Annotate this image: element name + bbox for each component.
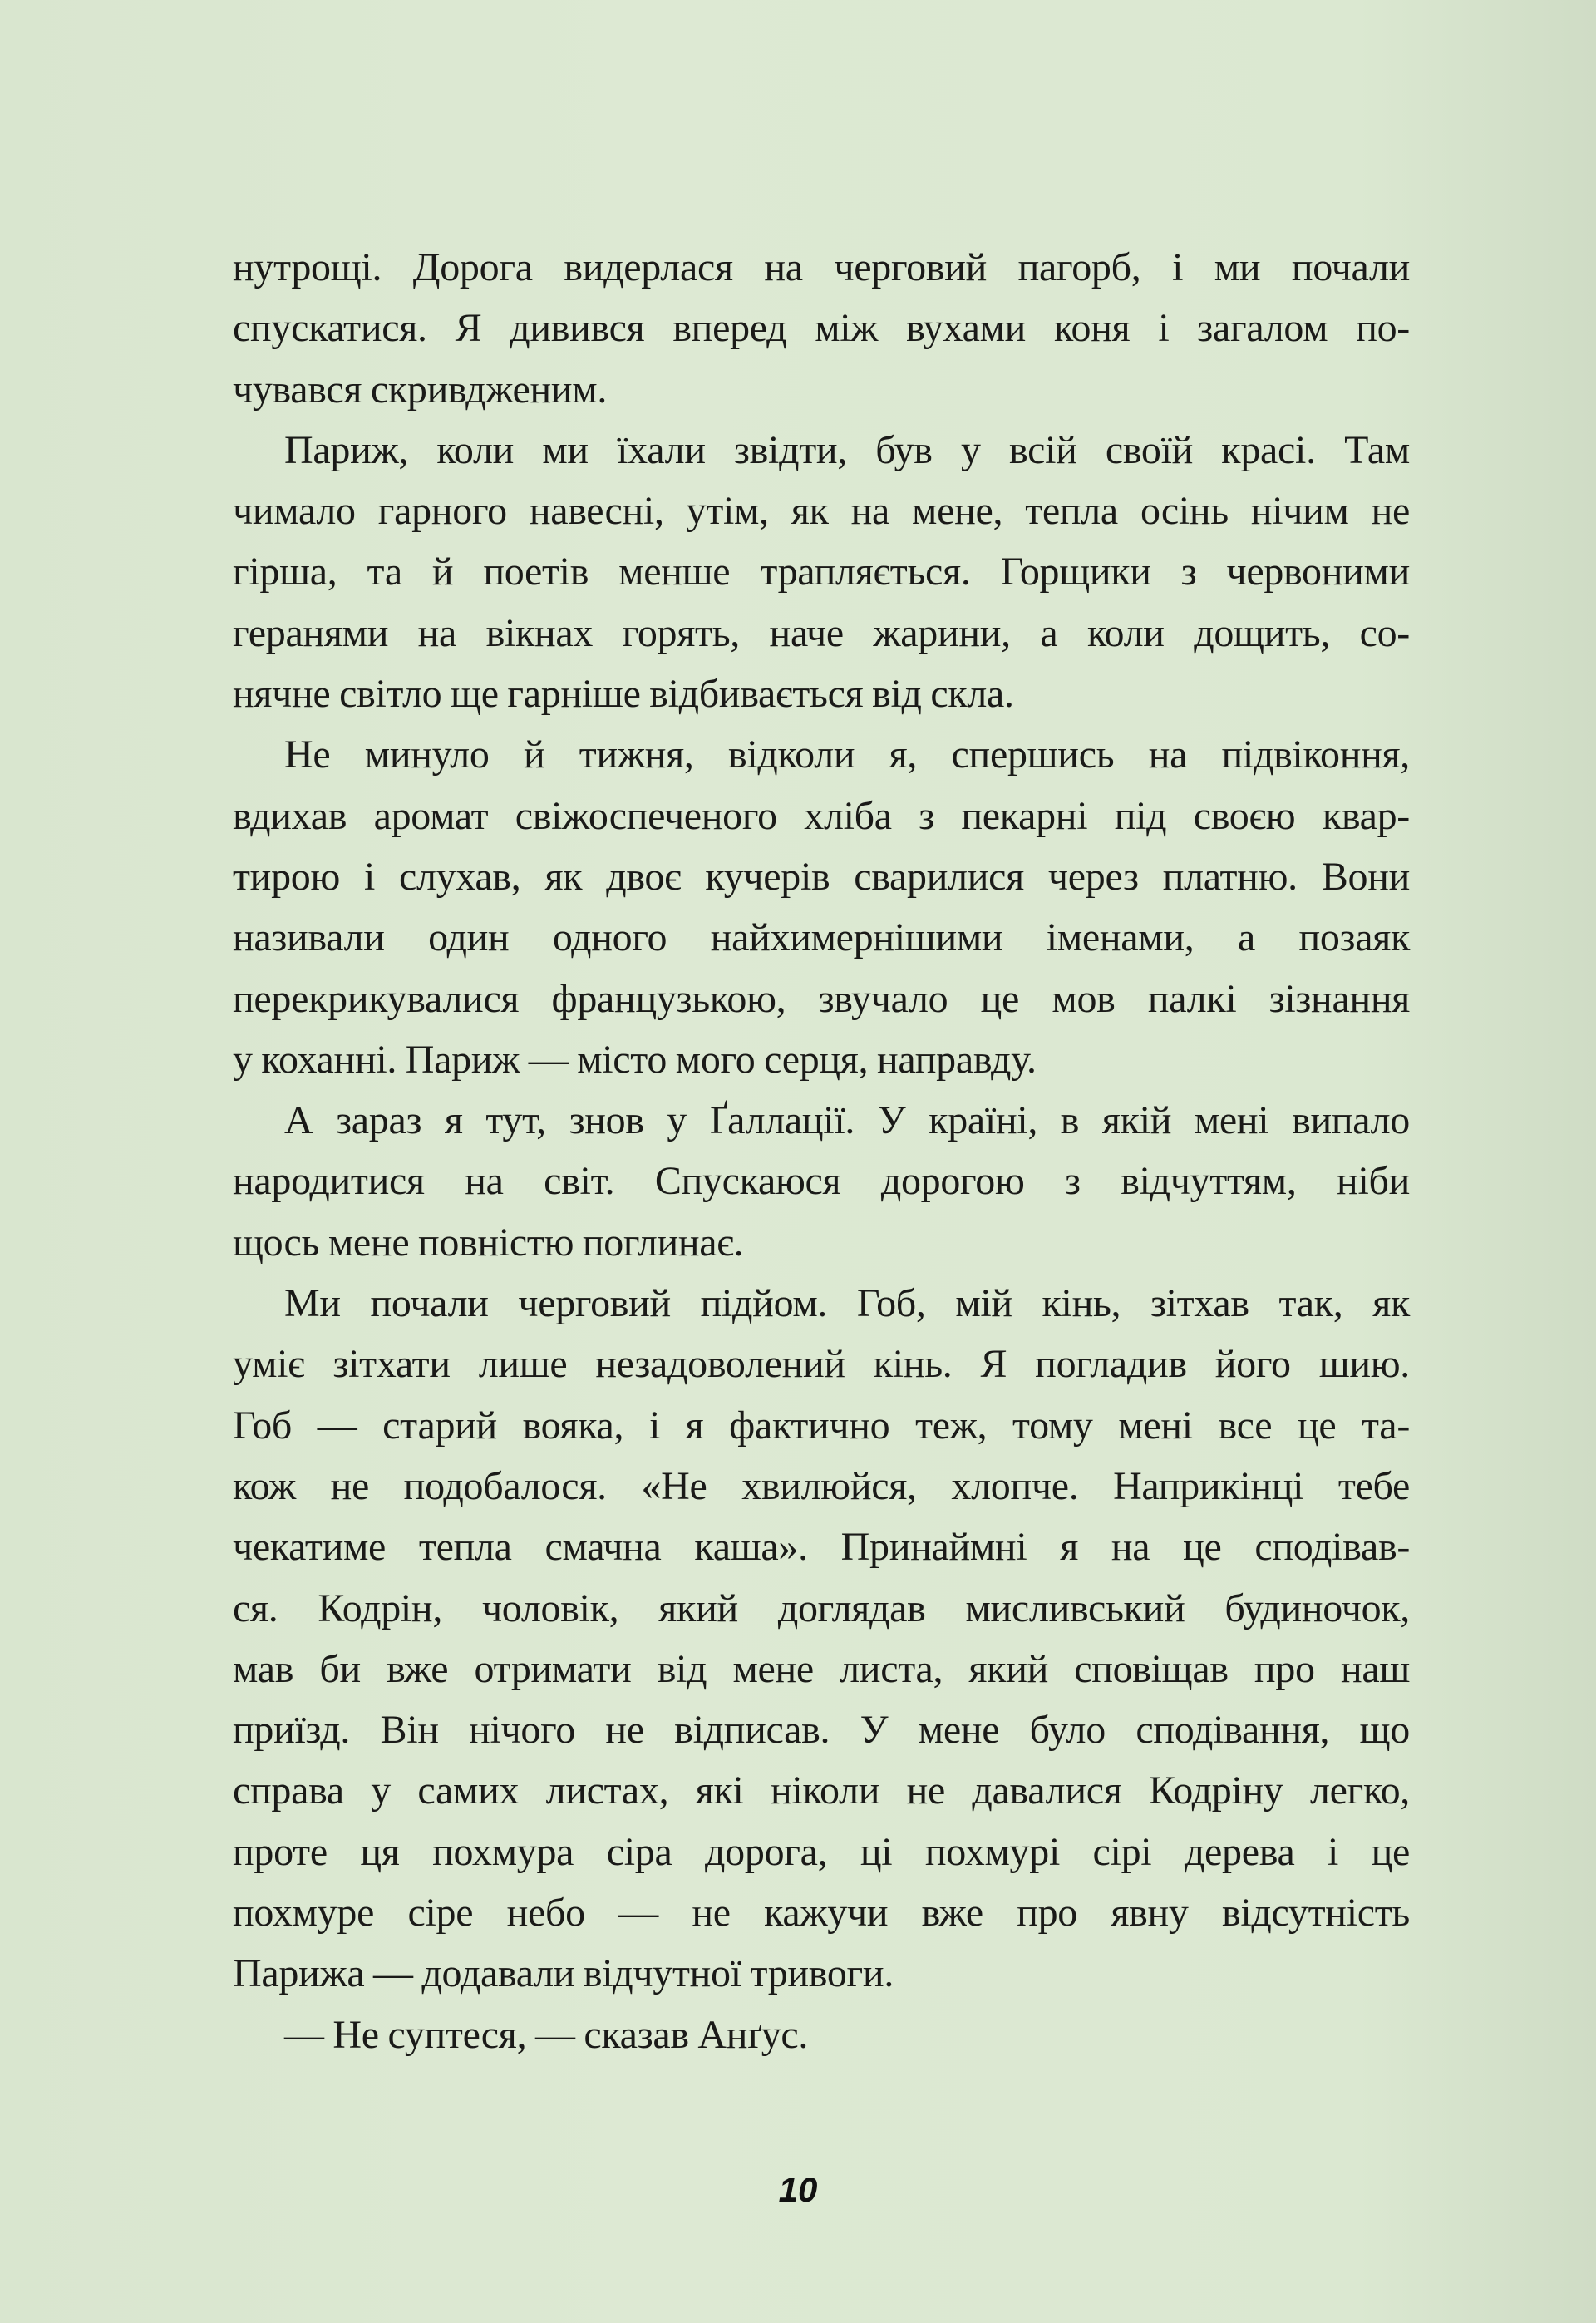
text-line: Не минуло й тижня, відколи я, спершись на підвіконня, bbox=[284, 732, 1410, 777]
book-page-text bbox=[233, 237, 1410, 2065]
text-line: нутрощі. Дорога видерлася на черговий пагорб, і ми почали bbox=[233, 245, 1410, 289]
text-line: народитися на світ. Спускаюся дорогою з відчуттям, ніби bbox=[233, 1159, 1410, 1204]
text-line: справа у самих листах, які ніколи не давалися Кодріну легко, bbox=[233, 1768, 1410, 1813]
page-number: 10 bbox=[778, 2170, 818, 2209]
text-line: мав би вже отримати від мене листа, який сповіщав про наш bbox=[233, 1646, 1410, 1691]
paragraph-1 bbox=[233, 237, 1410, 420]
text-line: Парижа — додавали відчутної тривоги. bbox=[233, 1951, 894, 1996]
text-line: ся. Кодрін, чоловік, який доглядав мисливський будиночок, bbox=[233, 1586, 1410, 1630]
text-line: кож не подобалося. «Не хвилюйся, хлопче. Наприкінці тебе bbox=[233, 1463, 1410, 1508]
text-line: проте ця похмура сіра дорога, ці похмурі сірі дерева і це bbox=[233, 1829, 1410, 1874]
text-line: Париж, коли ми їхали звідти, був у всій своїй красі. Там bbox=[284, 427, 1410, 472]
text-line: приїзд. Він нічого не відписав. У мене було сподівання, що bbox=[233, 1708, 1410, 1753]
text-line: геранями на вікнах горять, наче жарини, а коли дощить, со- bbox=[233, 610, 1410, 655]
dialogue-line bbox=[233, 2005, 1410, 2065]
text-line: у коханні. Париж — місто мого серця, направду. bbox=[233, 1037, 1037, 1082]
paragraph-3 bbox=[233, 724, 1410, 1090]
text-line: нячне світло ще гарніше відбивається від скла. bbox=[233, 672, 1014, 717]
text-line: похмуре сіре небо — не кажучи вже про явну відсутність bbox=[233, 1891, 1410, 1936]
text-line: уміє зітхати лише незадоволений кінь. Я погладив його шию. bbox=[233, 1342, 1410, 1387]
text-line: Ми почали черговий підйом. Гоб, мій кінь, зітхав так, як bbox=[284, 1281, 1410, 1326]
text-line: називали один одного найхимернішими іменами, а позаяк bbox=[233, 915, 1410, 960]
paragraph-2 bbox=[233, 420, 1410, 724]
text-line: вдихав аромат свіжоспеченого хліба з пекарні під своєю квар- bbox=[233, 793, 1410, 838]
paragraph-4 bbox=[233, 1090, 1410, 1273]
paragraph-5 bbox=[233, 1273, 1410, 2005]
text-line: Гоб — старий вояка, і я фактично теж, тому мені все це та- bbox=[233, 1403, 1410, 1448]
text-line: чимало гарного навесні, утім, як на мене, тепла осінь нічим не bbox=[233, 489, 1410, 534]
text-line: чекатиме тепла смачна каша». Принаймні я на це сподівав- bbox=[233, 1525, 1410, 1570]
text-line: спускатися. Я дивився вперед між вухами коня і загалом по- bbox=[233, 306, 1410, 351]
text-line: тирою і слухав, як двоє кучерів сварилися через платню. Вони bbox=[233, 854, 1410, 899]
text-line: чувався скривдженим. bbox=[233, 367, 608, 412]
text-line: перекрикувалися французькою, звучало це мов палкі зізнання bbox=[233, 976, 1410, 1021]
text-line: — Не суптеся, — сказав Анґус. bbox=[284, 2012, 809, 2057]
text-line: А зараз я тут, знов у Ґаллації. У країні, в якій мені випало bbox=[284, 1098, 1410, 1143]
text-line: гірша, та й поетів менше трапляється. Горщики з червоними bbox=[233, 550, 1410, 594]
text-line: щось мене повністю поглинає. bbox=[233, 1220, 744, 1265]
